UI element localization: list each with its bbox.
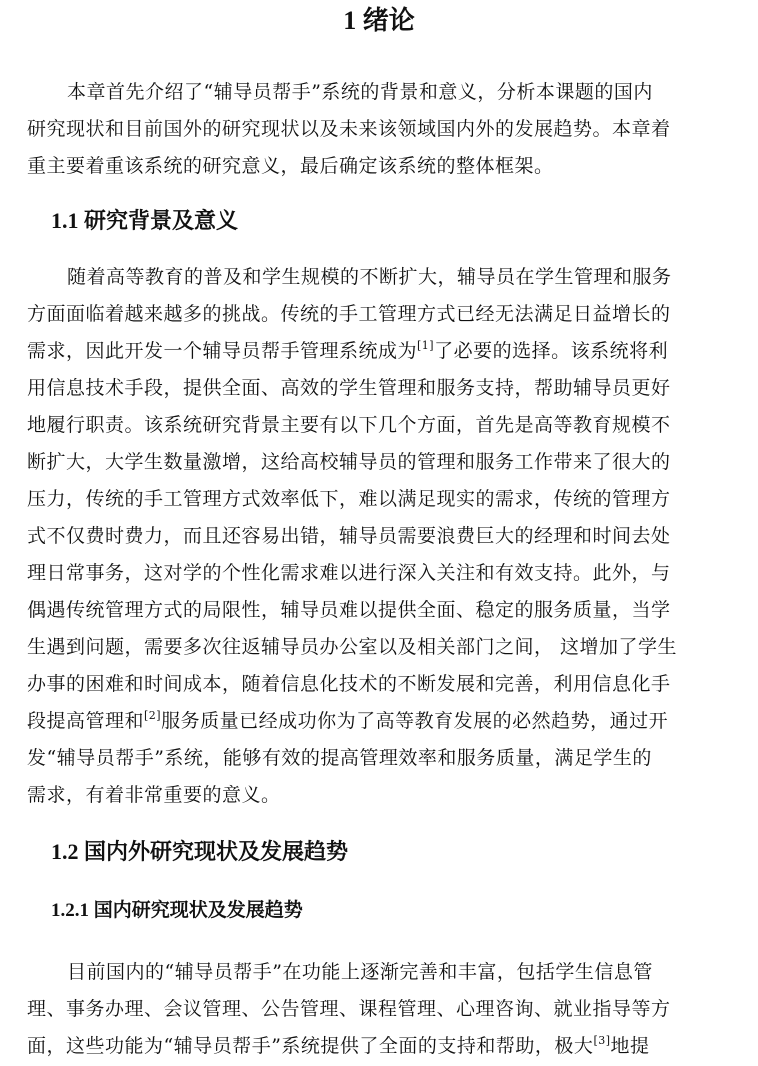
text-line: 需求，因此开发一个辅导员帮手管理系统成为[1]了必要的选择。该系统将利 bbox=[27, 339, 669, 362]
text-line: 式不仅费时费力，而且还容易出错，辅导员需要浪费巨大的经理和时间去处 bbox=[27, 525, 671, 547]
section-heading-1-1: 1.1 研究背景及意义 bbox=[51, 208, 239, 233]
intro-paragraph bbox=[27, 74, 689, 185]
text-line: 方面面临着越来越多的挑战。传统的手工管理方式已经无法满足日益增长的 bbox=[27, 303, 671, 325]
chapter-title: 1 绪论 bbox=[343, 6, 415, 35]
citation-ref: [1] bbox=[417, 339, 435, 352]
text-line: 发“辅导员帮手”系统，能够有效的提高管理效率和服务质量，满足学生的 bbox=[27, 747, 652, 769]
text-line: 地履行职责。该系统研究背景主要有以下几个方面，首先是高等教育规模不 bbox=[27, 414, 671, 436]
citation-ref: [2] bbox=[144, 709, 162, 722]
text-line: 研究现状和目前国外的研究现状以及未来该领域国内外的发展趋势。本章着 bbox=[27, 118, 671, 140]
text-line: 理、事务办理、会议管理、公告管理、课程管理、心理咨询、就业指导等方 bbox=[27, 998, 671, 1020]
text-line: 段提高管理和[2]服务质量已经成功你为了高等教育发展的必然趋势，通过开 bbox=[27, 709, 669, 732]
text-line: 本章首先介绍了“辅导员帮手”系统的背景和意义，分析本课题的国内 bbox=[67, 81, 653, 103]
text-line: 压力，传统的手工管理方式效率低下，难以满足现实的需求，传统的管理方 bbox=[27, 488, 671, 510]
text-line: 随着高等教育的普及和学生规模的不断扩大，辅导员在学生管理和服务 bbox=[67, 266, 672, 288]
text-line: 需求，有着非常重要的意义。 bbox=[27, 784, 281, 806]
text-line: 目前国内的“辅导员帮手”在功能上逐渐完善和丰富，包括学生信息管 bbox=[67, 961, 653, 983]
section-heading-1-2-1: 1.2.1 国内研究现状及发展趋势 bbox=[51, 900, 303, 921]
text-line: 断扩大，大学生数量激增，这给高校辅导员的管理和服务工作带来了很大的 bbox=[27, 451, 671, 473]
citation-ref: [3] bbox=[593, 1034, 611, 1047]
text-line: 面，这些功能为“辅导员帮手”系统提供了全面的支持和帮助，极大[3]地提 bbox=[27, 1034, 650, 1057]
text-line: 偶遇传统管理方式的局限性，辅导员难以提供全面、稳定的服务质量，当学 bbox=[27, 599, 671, 621]
text-line: 理日常事务，这对学的个性化需求难以进行深入关注和有效支持。此外，与 bbox=[27, 562, 671, 584]
domestic-research-paragraph bbox=[27, 954, 689, 1065]
text-line: 办事的困难和时间成本，随着信息化技术的不断发展和完善，利用信息化手 bbox=[27, 673, 671, 695]
section-heading-1-2: 1.2 国内外研究现状及发展趋势 bbox=[51, 839, 349, 864]
text-line: 用信息技术手段，提供全面、高效的学生管理和服务支持，帮助辅导员更好 bbox=[27, 377, 671, 399]
text-line: 生遇到问题，需要多次往返辅导员办公室以及相关部门之间， 这增加了学生 bbox=[27, 636, 678, 658]
background-paragraph bbox=[27, 259, 689, 814]
text-line: 重主要着重该系统的研究意义，最后确定该系统的整体框架。 bbox=[27, 155, 554, 177]
